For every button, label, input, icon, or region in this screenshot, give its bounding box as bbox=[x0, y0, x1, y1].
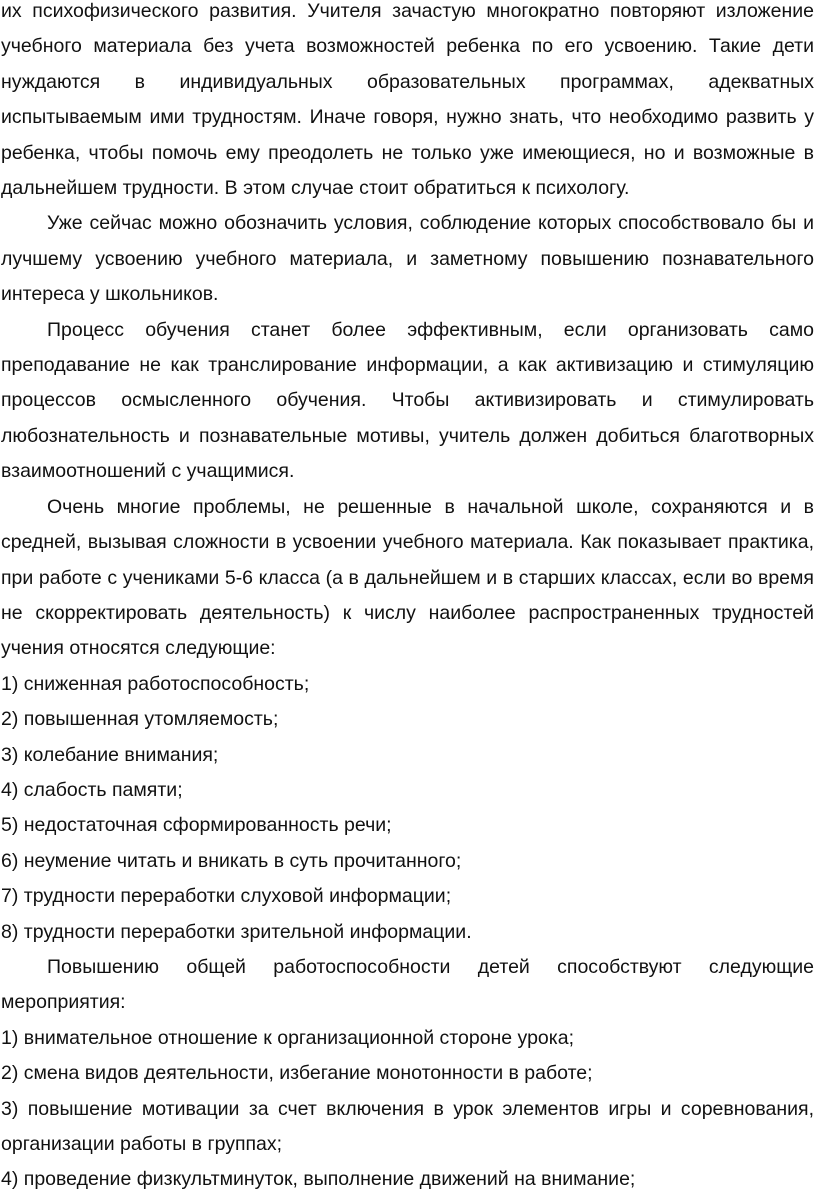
list-item: 7) трудности переработки слуховой информации; bbox=[1, 885, 452, 908]
measures-list bbox=[1, 1021, 814, 1198]
list-item: 8) трудности переработки зрительной информации. bbox=[1, 920, 472, 943]
list-item: 5) недостаточная сформированность речи; bbox=[1, 814, 392, 837]
list-item: 1) внимательное отношение к организационной стороне урока; bbox=[1, 1026, 574, 1049]
paragraph-conditions: Уже сейчас можно обозначить условия, соблюдение которых способствовало бы и лучшему усвоению учебного материала, и заметному повышению познавательного интереса у школьников. bbox=[1, 212, 814, 306]
list-item: 3) колебание внимания; bbox=[1, 743, 219, 766]
paragraph-psychophysical-development: их психофизического развития. Учителя зачастую многократно повторяют изложение учебного материала без учета возможностей ребенка по его усвоению. Такие дети нуждаются в индивидуальных образовательных программах, адекватных испытываемым ими трудностям. Иначе говоря, нужно знать, что необходимо развить у ребенка, чтобы помочь ему преодолеть не только уже имеющиеся, но и возможные в дальнейшем трудности. В этом случае стоит обратиться к психологу. bbox=[1, 0, 814, 200]
list-item: 4) проведение физкультминуток, выполнение движений на внимание; bbox=[1, 1168, 636, 1191]
list-item: 1) сниженная работоспособность; bbox=[1, 672, 310, 695]
list-item: 2) смена видов деятельности, избегание монотонности в работе; bbox=[1, 1062, 593, 1085]
list-item: 4) слабость памяти; bbox=[1, 778, 183, 801]
paragraph-measures-intro: Повышению общей работоспособности детей способствуют следующие мероприятия: bbox=[1, 955, 814, 1014]
list-item: 3) повышение мотивации за счет включения в урок элементов игры и соревнования, организации работы в группах; bbox=[1, 1097, 814, 1155]
paragraph-learning-difficulties: Очень многие проблемы, не решенные в начальной школе, сохраняются и в средней, вызывая сложности в усвоении учебного материала. Как показывает практика, при работе с учениками 5-6 класса (а в дальнейшем и в старших классах, если во время не скорректировать деятельность) к числу наиболее распространенных трудностей учения относятся следующие: bbox=[1, 495, 814, 660]
paragraph-learning-process: Процесс обучения станет более эффективным, если организовать само преподавание не как транслирование информации, а как активизацию и стимуляцию процессов осмысленного обучения. Чтобы активизировать и стимулировать любознательность и познавательные мотивы, учитель должен добиться благотворных взаимоотношений с учащимися. bbox=[1, 318, 814, 483]
difficulties-list bbox=[1, 667, 814, 950]
list-item: 2) повышенная утомляемость; bbox=[1, 708, 279, 731]
list-item: 6) неумение читать и вникать в суть прочитанного; bbox=[1, 849, 462, 872]
